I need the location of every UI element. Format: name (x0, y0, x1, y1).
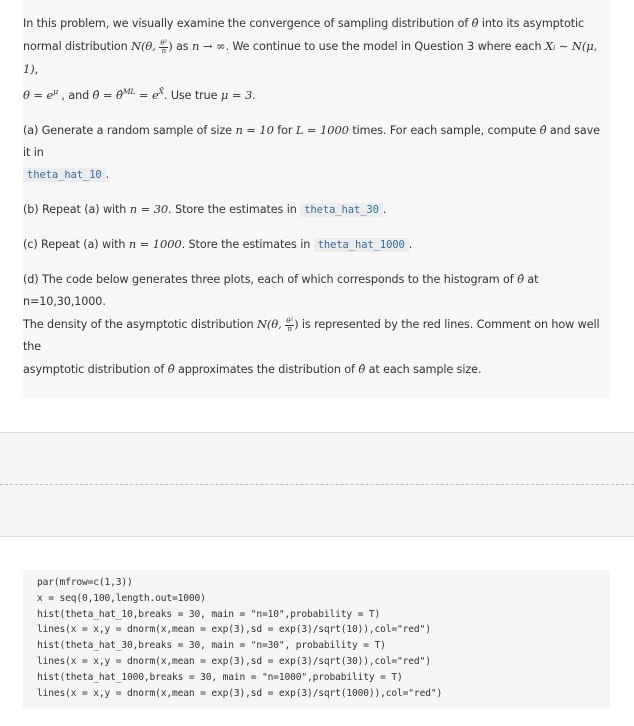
math-theta-hat: θ̂ (471, 16, 479, 30)
code-line: lines(x = x,y = dnorm(x,mean = exp(3),sd = exp(3)/sqrt(10)),col="red") (37, 624, 431, 636)
math-l-eq: L = 1000 (295, 123, 349, 137)
math-paren: ) (168, 39, 173, 53)
divider (0, 484, 634, 485)
text: . (382, 203, 387, 216)
text: . Store the estimates in (181, 238, 314, 251)
part-c-paragraph (23, 233, 610, 256)
code-line: lines(x = x,y = dnorm(x,mean = exp(3),sd = exp(3)/sqrt(1000)),col="red") (37, 687, 443, 699)
math-theta-hat: θ̂ (358, 362, 366, 376)
math-theta-eq: θ = e (23, 88, 54, 102)
math-limit: n → ∞ (192, 39, 226, 53)
text: approximates the distribution of (174, 363, 359, 376)
text: is represented by the red lines. Comment on how well the (23, 318, 600, 353)
part-b-paragraph (23, 198, 610, 221)
text: (a) Generate a random sample of size (23, 124, 236, 137)
fraction-numerator: θ² (160, 38, 168, 47)
markdown-cell[interactable] (23, 0, 610, 398)
math-mu-eq: μ = 3 (220, 88, 253, 102)
text: . (105, 168, 110, 181)
math-sup: ML (122, 87, 136, 96)
code-line: x = seq(0,100,length.out=1000) (37, 592, 206, 604)
code-line: par(mfrow=c(1,3)) (37, 577, 133, 588)
text: as (172, 40, 192, 53)
math-theta-hat: θ̂ (539, 123, 547, 137)
empty-output-area (0, 432, 634, 537)
code-line: hist(theta_hat_30,breaks = 30, main = "n=30", probability = T) (37, 640, 386, 652)
text: asymptotic distribution of (23, 363, 168, 376)
text: . Store the estimates in (168, 203, 301, 216)
text: and save it in (23, 124, 600, 159)
text: (b) Repeat (a) with (23, 203, 130, 216)
math-xi-dist: Xᵢ ∼ N(μ, 1) (23, 39, 598, 76)
math-normal: N(θ, (256, 317, 286, 331)
math-fraction (159, 40, 168, 55)
code-line: lines(x = x,y = dnorm(x,mean = exp(3),sd = exp(3)/sqrt(30)),col="red") (37, 655, 431, 667)
text: at n=10,30,1000. (23, 273, 539, 308)
code-line: hist(theta_hat_10,breaks = 30, main = "n=10",probability = T) (37, 608, 381, 620)
inline-code-var: theta_hat_1000 (314, 238, 409, 252)
text: . We continue to use the model in Question 3 where each (225, 40, 545, 53)
fraction-denominator: n (161, 46, 166, 55)
fraction-denominator: n (287, 324, 292, 333)
text: for (273, 124, 296, 137)
text: In this problem, we visually examine the convergence of sampling distribution of (23, 17, 472, 30)
text: , and (57, 89, 93, 102)
inline-code-var: theta_hat_30 (300, 203, 383, 217)
part-d-paragraph (23, 268, 610, 381)
text: into its asymptotic normal distribution (23, 17, 585, 53)
intro-paragraph (23, 12, 610, 107)
math-n-eq: n = 1000 (128, 237, 182, 251)
math-normal: N(θ, (131, 39, 160, 53)
inline-code-var: theta_hat_10 (23, 168, 106, 182)
math-theta-hat: θ̂ (167, 362, 175, 376)
text: (d) The code below generates three plots, each of which corresponds to the histogram of (23, 273, 518, 286)
math-sup: μ (53, 87, 58, 96)
math-theta-hat-eq: θ̂ = θ̂ (92, 88, 123, 102)
text: , (34, 63, 39, 76)
text: at each sample size. (365, 363, 482, 376)
part-a-paragraph (23, 119, 610, 186)
math-fraction (285, 318, 294, 333)
text: . (408, 238, 413, 251)
text: . (252, 89, 256, 102)
code-line: hist(theta_hat_1000,breaks = 30, main = "n=1000",probability = T) (37, 671, 403, 683)
math-n-eq: n = 10 (235, 123, 274, 137)
text: (c) Repeat (a) with (23, 238, 129, 251)
fraction-numerator: θ² (286, 316, 294, 325)
code-cell[interactable] (23, 570, 610, 708)
math-theta-hat: θ̂ (517, 272, 524, 286)
math-paren: ) (294, 317, 299, 331)
text: The density of the asymptotic distribution (23, 318, 257, 331)
math-n-eq: n = 30 (129, 202, 169, 216)
math-sup: X̄ (158, 87, 164, 96)
text: times. For each sample, compute (348, 124, 540, 137)
math-exp: = e (135, 88, 159, 102)
text: . Use true (163, 89, 221, 102)
